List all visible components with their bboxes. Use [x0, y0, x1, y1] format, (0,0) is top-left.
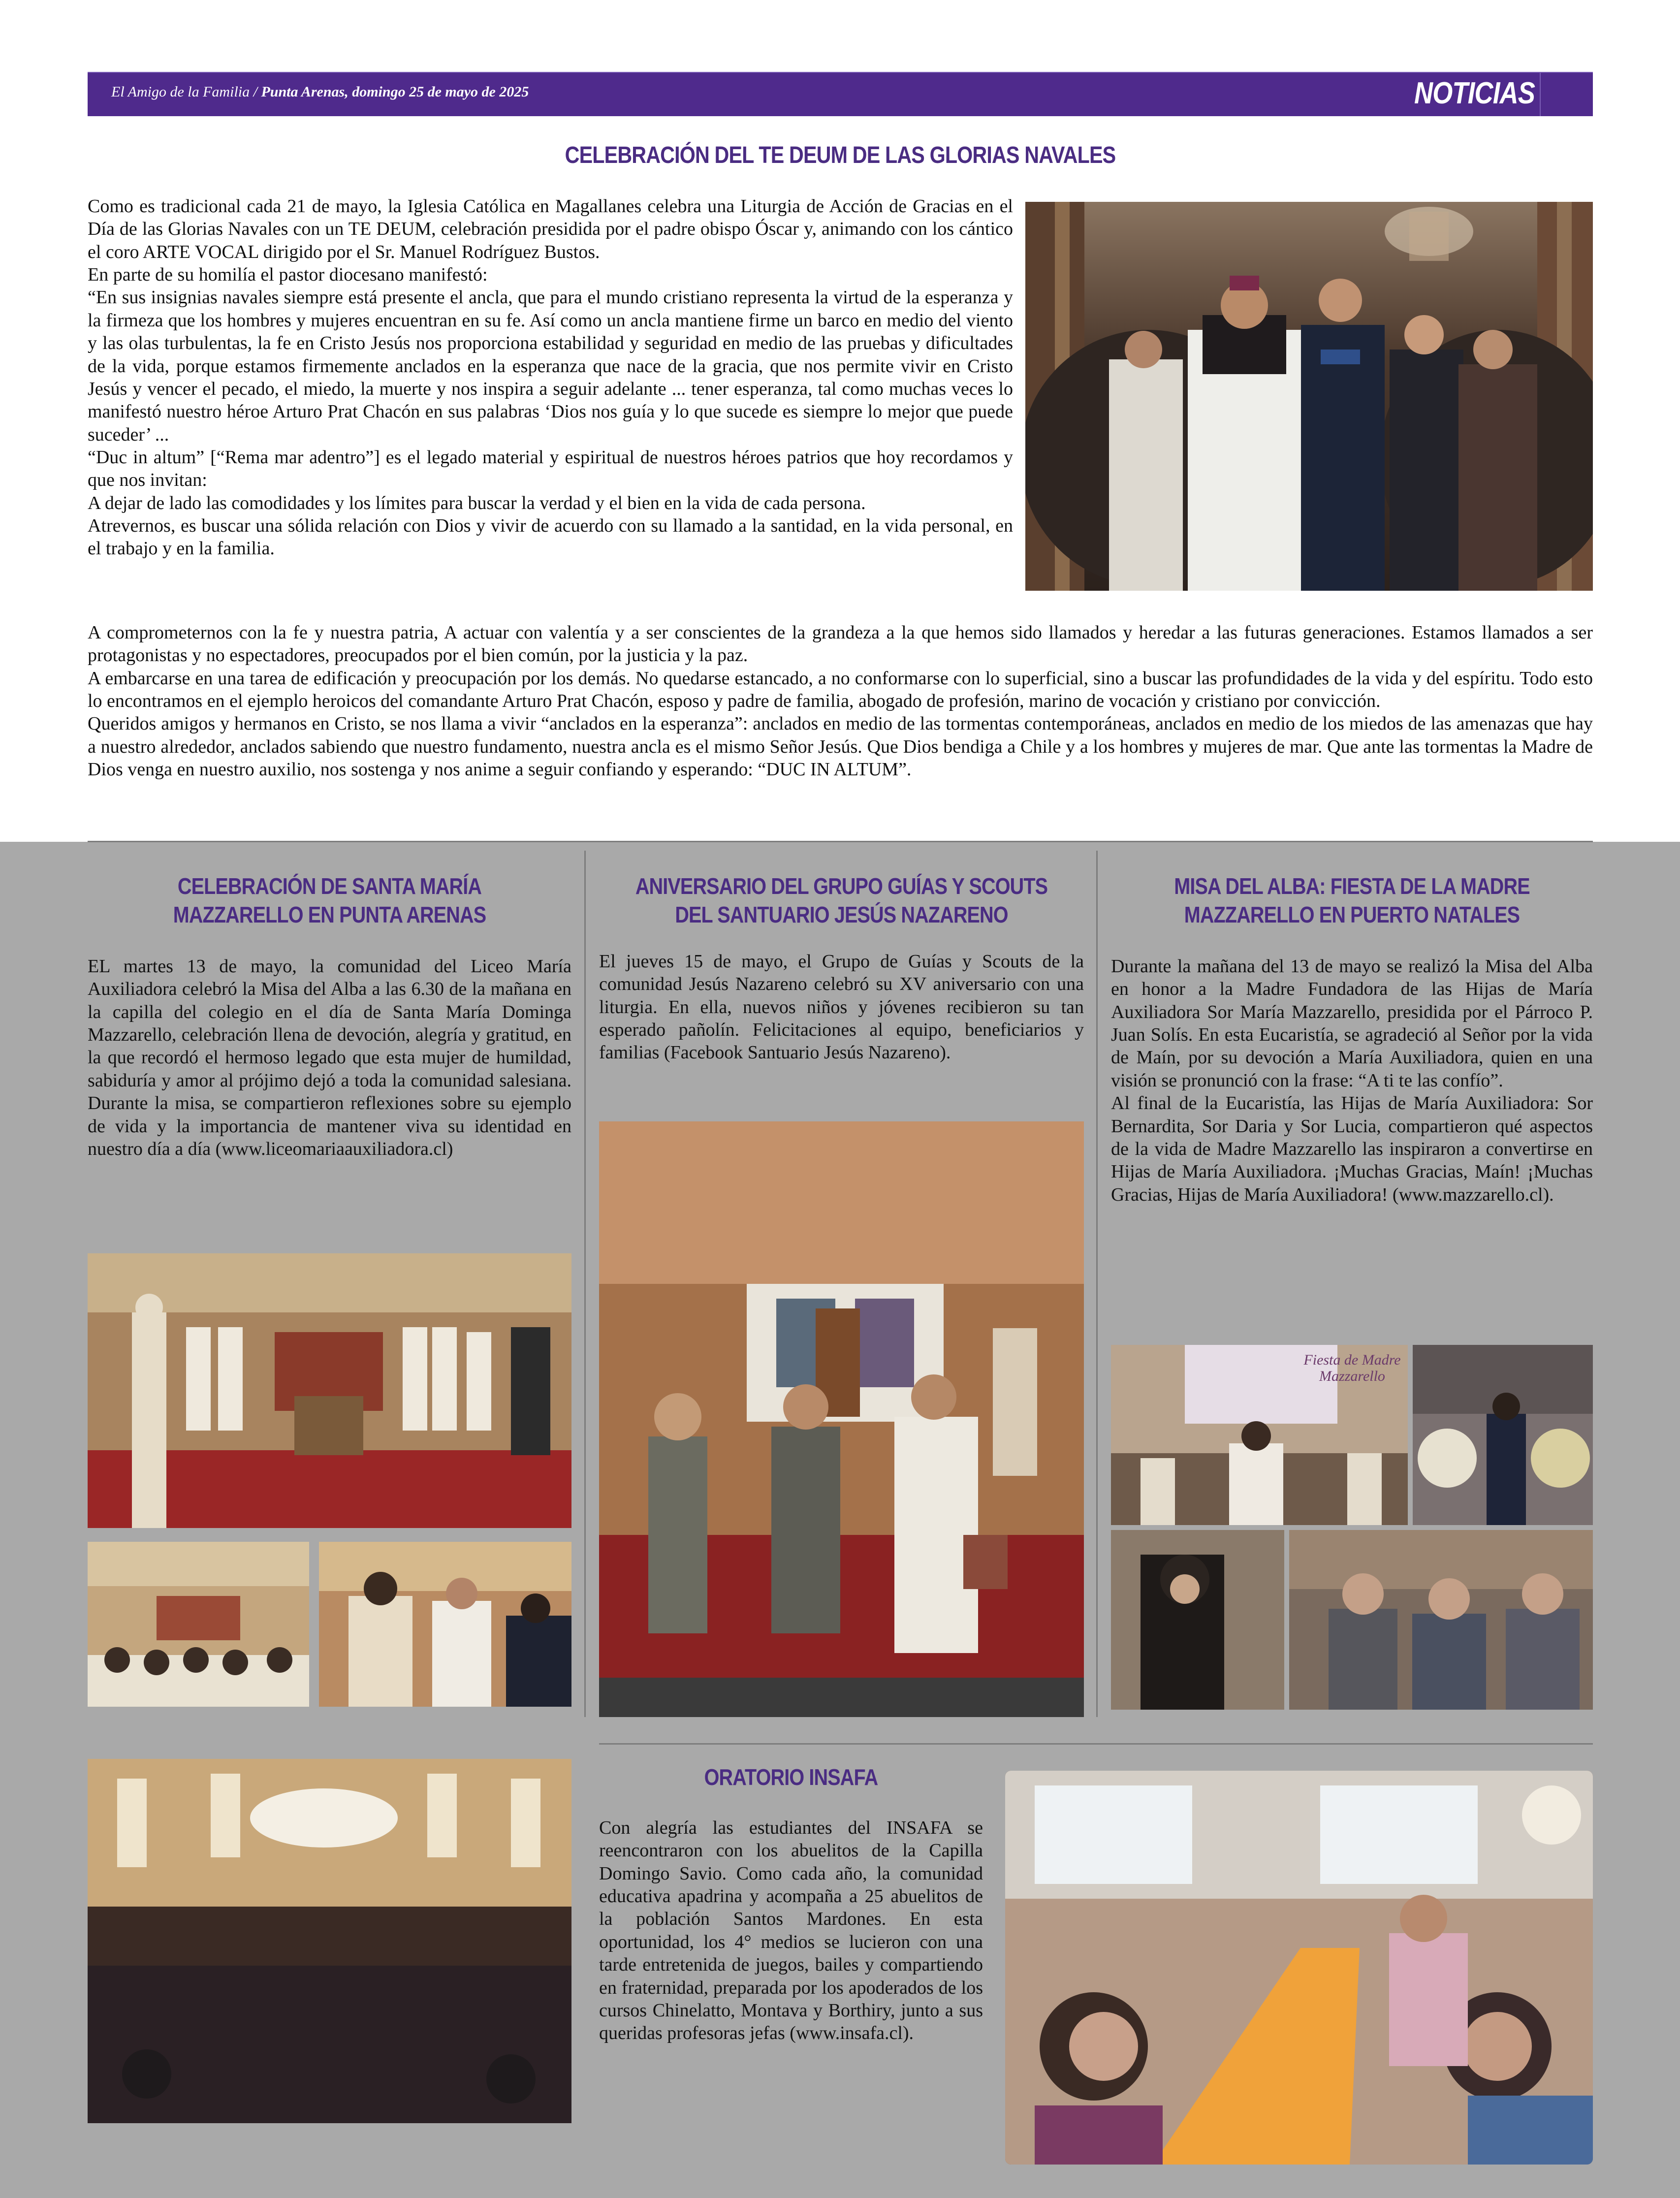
- column-divider: [584, 851, 586, 1717]
- col1-title: CELEBRACIÓN DE SANTA MARÍA MAZZARELLO EN PUNTA ARENAS: [173, 873, 486, 927]
- section-title: NOTICIAS: [1414, 76, 1535, 110]
- col3-photo-flowers: [1413, 1345, 1593, 1525]
- oratorio-photo: [1005, 1771, 1593, 2165]
- col2-photo-scouts: [599, 1121, 1084, 1717]
- column-divider: [1096, 851, 1098, 1717]
- paragraph: A dejar de lado las comodidades y los límites para buscar la verdad y el bien en la vida de cada persona.: [88, 492, 866, 513]
- publication-name: El Amigo de la Familia: [111, 84, 250, 100]
- main-article-title: CELEBRACIÓN DEL TE DEUM DE LAS GLORIAS NAVALES: [565, 142, 1116, 168]
- paragraph: Durante la mañana del 13 de mayo se realizó la Misa del Alba en honor a la Madre Fundadora de las Hijas de María Auxiliadora Sor María Mazzarello, presidida por el Párroco P. Juan Solís. En esta Eucaristía, se agradeció al Señor por la vida de Maín, por su devoción a María Auxiliadora, quien en una visión se pronunció con la frase: “A ti te las confío”.: [1111, 956, 1593, 1091]
- col3-photo-mass: [1111, 1345, 1408, 1525]
- main-article-text-upper: [88, 195, 1013, 560]
- paragraph: Atrevernos, es buscar una sólida relación con Dios y vivir de acuerdo con su llamado a la santidad, en la vida personal, en el trabajo y en la familia.: [88, 515, 1013, 559]
- header-dateline: [111, 84, 529, 100]
- dateline: Punta Arenas, domingo 25 de mayo de 2025: [261, 84, 529, 100]
- col1-photo-altar: [88, 1542, 309, 1707]
- paragraph: En parte de su homilía el pastor diocesano manifestó:: [88, 264, 488, 286]
- mazzarello-banner-text: Fiesta de Madre Mazzarello: [1303, 1352, 1401, 1384]
- col3-text: [1111, 955, 1593, 1206]
- col3-photo-sisters: [1289, 1530, 1593, 1710]
- col1-photo-communion: [319, 1542, 571, 1707]
- paragraph: “En sus insignias navales siempre está presente el ancla, que para el mundo cristiano representa la virtud de la esperanza y la firmeza que los hombres y mujeres encuentran en su fe. Así como un ancla mantiene firme un barco en medio del viento y las olas turbulentas, la fe en Cristo Jesús nos proporciona estabilidad y seguridad en medio de las pruebas y dificultades de la vida, porque estamos firmemente anclados en la esperanza que nace de la gracia, que nos permite vivir en Cristo Jesús y vencer el pecado, el miedo, la muerte y nos inspira a seguir adelante ... tener esperanza, tal como muchas veces lo manifestó nuestro héroe Arturo Prat Chacón en sus palabras ‘Dios nos guía y lo que sucede es siempre lo mejor que puede suceder’ ...: [88, 287, 1013, 445]
- col2-title: ANIVERSARIO DEL GRUPO GUÍAS Y SCOUTS DEL SANTUARIO JESÚS NAZARENO: [635, 873, 1048, 927]
- oratorio-text: Con alegría las estudiantes del INSAFA se reencontraron con los abuelitos de la Capilla Domingo Savio. Como cada año, la comunidad educativa apadrina y acompaña a 25 abuelitos de la población Santos Mardones. En esta oportunidad, los 4° medios se lucieron con una tarde entretenida de juegos, bailes y compartiendo en fraternidad, preparada por los apoderados de los cursos Chinelatto, Montava y Borthiry, junto a sus queridas profesoras jefas (www.insafa.cl).: [599, 1817, 983, 2044]
- te-deum-photo: [1025, 202, 1593, 591]
- paragraph: “Duc in altum” [“Rema mar adentro”] es el legado material y espiritual de nuestros héroes patrios que hoy recordamos y que nos invitan:: [88, 446, 1013, 491]
- paragraph: Al final de la Eucaristía, las Hijas de María Auxiliadora: Sor Bernardita, Sor Daria y Sor Lucia, compartieron qué aspectos de la vida de Madre Mazzarello las inspiraron a convertirse en Hijas de María Auxiliadora. ¡Muchas Gracias, Maín! ¡Muchas Gracias, Hijas de María Auxiliadora! (www.mazzarello.cl).: [1111, 1093, 1593, 1205]
- col3-photo-portrait: [1111, 1530, 1284, 1710]
- col1-photo-congregation: [88, 1759, 571, 2123]
- paragraph: Como es tradicional cada 21 de mayo, la Iglesia Católica en Magallanes celebra una Liturgia de Acción de Gracias en el Día de las Glorias Navales con un TE DEUM, celebración presidida por el padre obispo Óscar y, animando con los cántico el coro ARTE VOCAL dirigido por el Sr. Manuel Rodríguez Bustos.: [88, 196, 1013, 262]
- col1-photo-chapel: [88, 1253, 571, 1528]
- oratorio-divider: [599, 1743, 1593, 1745]
- oratorio-title: ORATORIO INSAFA: [704, 1764, 878, 1790]
- paragraph: A embarcarse en una tarea de edificación y preocupación por los demás. No quedarse estancado, a no conformarse con lo superficial, sino a buscar las profundidades de la vida y del espíritu. Todo esto lo encontramos en el ejemplo heroicos del comandante Arturo Prat Chacón, esposo y padre de familia, abogado de profesión, marino de vocación y cristiano por convicción.: [88, 668, 1593, 712]
- paragraph: A comprometernos con la fe y nuestra patria, A actuar con valentía y a ser conscientes de la grandeza a la que hemos sido llamados y heredar a las futuras generaciones. Estamos llamados a ser protagonistas y no espectadores, preocupados por el bien común, por la justicia y la paz.: [88, 622, 1593, 666]
- col1-text: EL martes 13 de mayo, la comunidad del Liceo María Auxiliadora celebró la Misa del Alba a las 6.30 de la mañana en la capilla del colegio en el día de Santa María Dominga Mazzarello, celebración llena de devoción, alegría y gratitud, en la que recordó el hermoso legado que esta mujer de humildad, sabiduría y amor al prójimo dejó a toda la comunidad salesiana. Durante la misa, se compartieron reflexiones sobre su ejemplo de vida y la importancia de mantener viva su identidad en nuestro día a día (www.liceomariaauxiliadora.cl): [88, 956, 571, 1159]
- section-divider: [88, 841, 1593, 842]
- col3-title: MISA DEL ALBA: FIESTA DE LA MADRE MAZZARELLO EN PUERTO NATALES: [1174, 873, 1530, 927]
- main-article-text-lower: [88, 621, 1593, 781]
- header-divider: [1540, 73, 1541, 116]
- header-separator: /: [253, 84, 257, 100]
- page-header: [88, 72, 1593, 116]
- col2-text: El jueves 15 de mayo, el Grupo de Guías y Scouts de la comunidad Jesús Nazareno celebró su XV aniversario con una liturgia. En ella, nuevos niños y jóvenes recibieron su tan esperado pañolín. Felicitaciones al equipo, beneficiarios y familias (Facebook Santuario Jesús Nazareno).: [599, 951, 1084, 1063]
- paragraph: Queridos amigos y hermanos en Cristo, se nos llama a vivir “anclados en la esperanza”: anclados en medio de las tormentas contemporáneas, anclados en medio de los miedos de las amenazas que hay a nuestro alrededor, anclados sabiendo que nuestro fundamento, nuestra ancla es el mismo Señor Jesús. Que Dios bendiga a Chile y a los hombres y mujeres de mar. Que ante las tormentas la Madre de Dios venga en nuestro auxilio, nos sostenga y nos anime a seguir confiando y esperando: “DUC IN ALTUM”.: [88, 713, 1593, 780]
